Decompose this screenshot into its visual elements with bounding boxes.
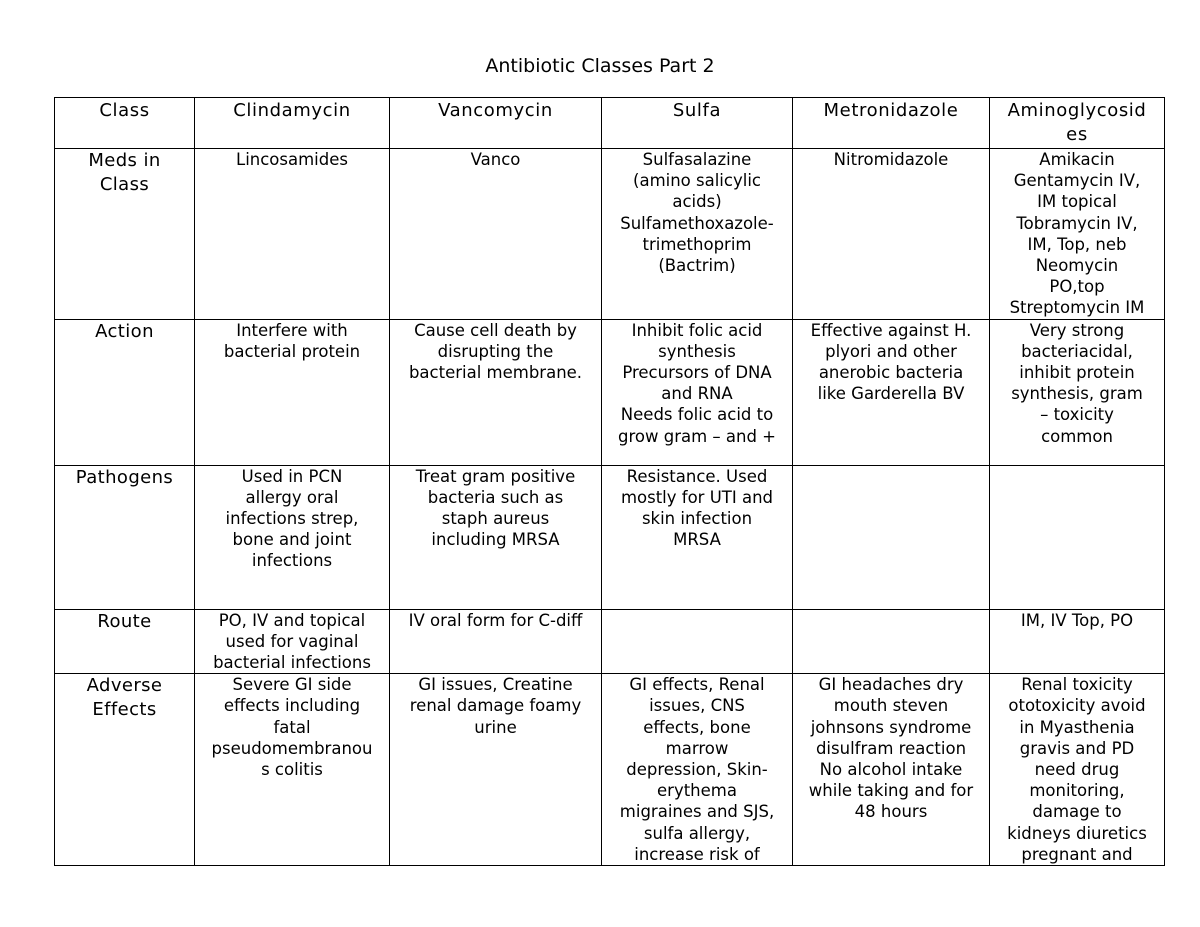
table-cell: IM, IV Top, PO: [990, 609, 1165, 674]
header-cell: Sulfa: [602, 98, 793, 149]
table-row: [55, 674, 1165, 866]
row-label: Pathogens: [55, 465, 195, 609]
header-cell: Class: [55, 98, 195, 149]
table-cell: Severe GI side effects including fatal pseudomembranou s colitis: [195, 674, 390, 866]
table-row: [55, 609, 1165, 674]
table-cell: Vanco: [390, 149, 602, 320]
header-cell: Aminoglycosid es: [990, 98, 1165, 149]
table-cell: Resistance. Used mostly for UTI and skin infection MRSA: [602, 465, 793, 609]
table-cell: Nitromidazole: [793, 149, 990, 320]
table-cell: PO, IV and topical used for vaginal bacterial infections: [195, 609, 390, 674]
header-cell: Vancomycin: [390, 98, 602, 149]
table-cell: GI issues, Creatine renal damage foamy urine: [390, 674, 602, 866]
table-cell: Used in PCN allergy oral infections strep, bone and joint infections: [195, 465, 390, 609]
table-cell: [990, 465, 1165, 609]
table-cell: [793, 465, 990, 609]
table-cell: Interfere with bacterial protein: [195, 319, 390, 465]
table-cell: GI headaches dry mouth steven johnsons syndrome disulfram reaction No alcohol intake while taking and for 48 hours: [793, 674, 990, 866]
table-cell: Effective against H. plyori and other anerobic bacteria like Garderella BV: [793, 319, 990, 465]
table-cell: Inhibit folic acid synthesis Precursors of DNA and RNA Needs folic acid to grow gram – and +: [602, 319, 793, 465]
table-cell: Treat gram positive bacteria such as staph aureus including MRSA: [390, 465, 602, 609]
antibiotic-table: [54, 97, 1165, 866]
header-row: [55, 98, 1165, 149]
table-cell: Renal toxicity ototoxicity avoid in Myasthenia gravis and PD need drug monitoring, damage to kidneys diuretics pregnant and: [990, 674, 1165, 866]
table-cell: Amikacin Gentamycin IV, IM topical Tobramycin IV, IM, Top, neb Neomycin PO,top Streptomycin IM: [990, 149, 1165, 320]
table-cell: GI effects, Renal issues, CNS effects, bone marrow depression, Skin- erythema migraines and SJS, sulfa allergy, increase risk of: [602, 674, 793, 866]
table-row: [55, 465, 1165, 609]
table-cell: [793, 609, 990, 674]
table-cell: [602, 609, 793, 674]
row-label: Action: [55, 319, 195, 465]
table-cell: Cause cell death by disrupting the bacterial membrane.: [390, 319, 602, 465]
row-label: Adverse Effects: [55, 674, 195, 866]
header-cell: Metronidazole: [793, 98, 990, 149]
row-label: Meds in Class: [55, 149, 195, 320]
table-cell: Lincosamides: [195, 149, 390, 320]
row-label: Route: [55, 609, 195, 674]
table-cell: Very strong bacteriacidal, inhibit protein synthesis, gram – toxicity common: [990, 319, 1165, 465]
table-cell: Sulfasalazine (amino salicylic acids) Sulfamethoxazole- trimethoprim (Bactrim): [602, 149, 793, 320]
document-title: Antibiotic Classes Part 2: [485, 55, 715, 77]
table-row: [55, 319, 1165, 465]
table-cell: IV oral form for C-diff: [390, 609, 602, 674]
header-cell: Clindamycin: [195, 98, 390, 149]
table-row: [55, 149, 1165, 320]
